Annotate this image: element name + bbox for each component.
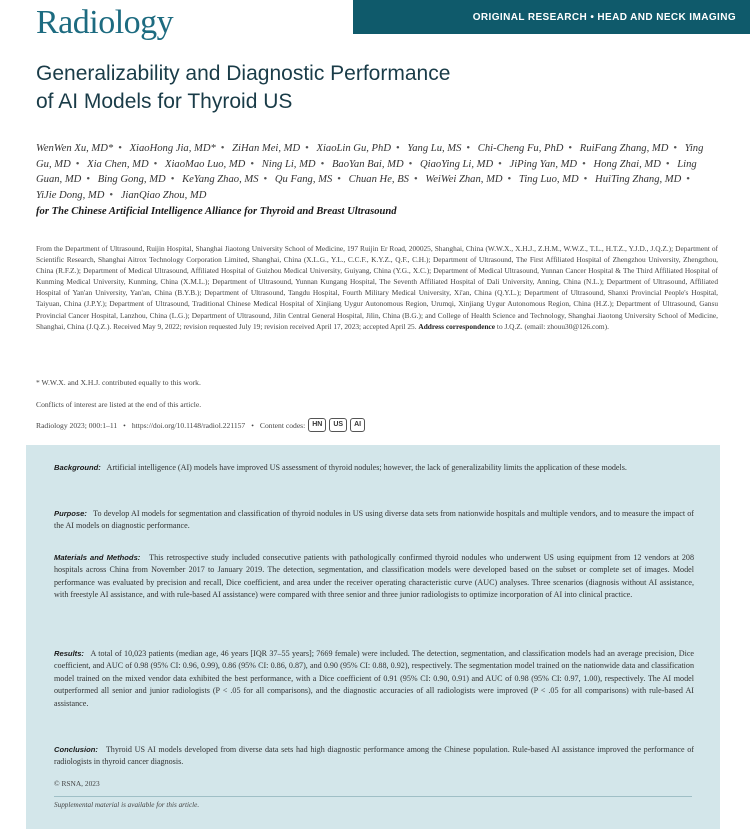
background-text: Artificial intelligence (AI) models have improved US assessment of thyroid nodules; however, the lack of generalizability limits the application of these models. — [106, 463, 627, 472]
abstract-results — [54, 648, 694, 710]
conflicts-note: Conflicts of interest are listed at the end of this article. — [36, 400, 202, 409]
author-name: BaoYan Bai, MD — [331, 158, 404, 170]
author-name: Yang Lu, MS — [407, 143, 462, 154]
abstract-methods — [54, 552, 694, 602]
author-separator: • — [305, 143, 309, 154]
author-name: Chuan He, BS — [348, 174, 409, 186]
author-separator: • — [673, 143, 678, 154]
bullet-separator: • — [251, 420, 254, 430]
citation: Radiology 2023; 000:1–11 — [36, 420, 118, 430]
correspondence-text: to J.Q.Z. (email: zhouu30@126.com). — [496, 321, 609, 331]
author-name: Ling Guan, MD — [36, 158, 697, 186]
author-name: ZiHan Mei, MD — [232, 143, 301, 154]
author-name: Bing Gong, MD — [97, 174, 166, 186]
affiliation-text: From the Department of Ultrasound, Ruijin Hospital, Shanghai Jiaotong University School of Medicine, 197 Ruijin Er Road, 200025, Shanghai, China (W.W.X., X.H.J., Z.H.M., W.W.Z., T.L., H.T.Z., Y.J.D., J.Q.Z.); Department of Scientific Research, Shanghai Aitrox Technology Corporation Limited, Shanghai, China (X.L.G., Y.L., C.C.F., K.Y.Z., Q.F., C.H.); Department of Ultrasound, The First Affiliated Hospital of Zhengzhou University, Zhengzhou, China (R.F.Z.); Department of Medical Ultrasound, Affiliated Hospital of Guizhou Medical University, Guiyang, China (Y.G., X.C.); Department of Medical Ultrasound, Yunnan Cancer Hospital & The Third Affiliated Hospital of Kunming Medical University, Kunming, China (X.M.L.); Department of Ultrasound, Yunnan Kungang Hospital, The Seventh Affiliated Hospital of Dali University, Anning, China (N.L.); Department of Ultrasound, Affiliated Hospital of Yan'an University, Yan'an, China (B.Y.B.); Department of Ultrasound, Tangdu Hospital, Fourth Military Medical University, Xi'an, China (Q.Y.L.); Department of Ultrasound, Shanxi Provincial People's Hospital, Taiyuan, China (J.P.Y.); Department of Ultrasound, Traditional Chinese Medical Hospital of Xinjiang Uygur Autonomous Region, Urumqi, Xinjiang Uygur Autonomous Region, China (H.Z.); Department of Ultrasound, Gansu Provincial Cancer Hospital, Lanzhou, China (L.G.); Department of Ultrasound, Jilin Central General Hospital, Jilin, China (B.G.); and College of Health Science and Technology, Shanghai Jiaotong University School of Medicine, Shanghai, China (J.Q.Z.). Received May 9, 2022; revision requested July 19; revision received April 17, 2023; accepted April 25. — [36, 244, 718, 331]
author-name: XiaoHong Jia, MD* — [129, 143, 216, 154]
author-name: Ying Gu, MD — [36, 143, 704, 170]
author-separator: • — [220, 143, 225, 154]
abstract-background — [54, 462, 694, 474]
author-name: HuiTing Zhang, MD — [595, 174, 682, 186]
content-codes — [305, 418, 365, 432]
author-name: Hong Zhai, MD — [593, 158, 661, 170]
methods-text: This retrospective study included consecutive patients with pathologically confirmed thyroid nodules who underwent US using equipment from 12 vendors at 208 hospitals across China from November 2017 to January 2019. The detection, segmentation, and classification models were developed based on the subset or complete set of images. Model performance was evaluated by precision and recall, Dice coefficient, and area under the receiver operating characteristic curve (AUC) analyses. Three scenarios (diagnosis without AI assistance, with freestyle AI assistance, and with rule-based AI assistance) were compared with three senior and three junior radiologists to optimize incorporation of AI into clinical practice. — [54, 553, 694, 600]
article-title — [36, 60, 596, 116]
author-name: XiaoLin Gu, PhD — [316, 143, 391, 154]
author-name: JianQiao Zhou, MD — [120, 190, 207, 202]
author-name: RuiFang Zhang, MD — [579, 143, 669, 154]
author-separator: • — [320, 158, 325, 170]
author-separator: • — [686, 174, 690, 186]
journal-name: Radiology — [36, 4, 174, 41]
author-separator: • — [582, 158, 586, 170]
author-separator: • — [583, 174, 588, 186]
author-separator: • — [413, 174, 418, 186]
author-separator: • — [395, 143, 400, 154]
results-heading: Results: — [54, 649, 84, 658]
author-name: WenWen Xu, MD* — [36, 143, 114, 154]
author-separator: • — [86, 174, 91, 186]
author-name: XiaoMao Luo, MD — [164, 158, 246, 170]
author-name: Ting Luo, MD — [518, 174, 579, 186]
bullet-separator: • — [123, 420, 126, 430]
doi-link[interactable]: https://doi.org/10.1148/radiol.221157 — [131, 420, 246, 430]
author-separator: • — [109, 190, 114, 202]
abstract-purpose — [54, 508, 694, 533]
author-name: JiPing Yan, MD — [509, 158, 578, 170]
results-text: A total of 10,023 patients (median age, 46 years [IQR 37–55 years]; 7669 female) were included. The detection, segmentation, and classification models had an average precision, Dice coefficient, and AUC of 0.98 (95% CI: 0.96, 0.99), 0.86 (95% CI: 0.86, 0.87), and 0.90 (95% CI: 0.88, 0.92), respectively. The segmentation model trained on the nationwide data and classification model trained on the mixed vendor data exhibited the best performance, with a Dice coefficient of 0.91 (95% CI: 0.90, 0.91) and AUC of 0.98 (95% CI: 0.97, 1.00), respectively. The AI model outperformed all senior and junior radiologists (P < .05 for all comparisons), and the diagnostic accuracies of all radiologists were improved (P < .05 for all comparisons) with rule-based AI assistance. — [54, 649, 695, 708]
correspondence-label: Address correspondence — [418, 321, 496, 331]
supplemental-note: Supplemental material is available for this article. — [54, 801, 200, 809]
author-name: WeiWei Zhan, MD — [425, 174, 503, 186]
conclusion-text: Thyroid US AI models developed from diverse data sets had high diagnostic performance among the Chinese population. Rule-based AI assistance improved the performance of radiologists in thyroid cancer diagnosis. — [54, 745, 694, 767]
purpose-text: To develop AI models for segmentation and classification of thyroid nodules in US using diverse data sets from nationwide hospitals and multiple vendors, and to measure the impact of the AI models on diagnostic performance. — [54, 509, 694, 531]
purpose-heading: Purpose: — [54, 509, 87, 518]
author-separator: • — [568, 143, 573, 154]
title-line-1: Generalizability and Diagnostic Performance — [36, 62, 451, 85]
author-separator: • — [118, 143, 122, 154]
author-name: YiJie Dong, MD — [36, 190, 105, 202]
alliance-line: for The Chinese Artificial Intelligence Alliance for Thyroid and Breast Ultrasound — [36, 205, 397, 217]
author-separator: • — [153, 158, 158, 170]
citation-line — [36, 418, 365, 432]
author-name: QiaoYing Li, MD — [420, 158, 494, 170]
content-code-badge: US — [329, 418, 347, 432]
author-separator: • — [665, 158, 670, 170]
author-separator: • — [250, 158, 255, 170]
author-name: KeYang Zhao, MS — [182, 174, 259, 186]
abstract-box — [26, 445, 720, 829]
content-code-badge: HN — [308, 418, 326, 432]
content-codes-label: Content codes: — [259, 420, 306, 430]
author-name: Xia Chen, MD — [87, 158, 149, 170]
author-separator: • — [466, 143, 471, 154]
author-separator: • — [75, 158, 80, 170]
copyright: © RSNA, 2023 — [54, 779, 100, 788]
author-separator: • — [337, 174, 341, 186]
background-heading: Background: — [54, 463, 101, 472]
divider — [54, 796, 692, 797]
author-separator: • — [170, 174, 175, 186]
author-name: Qu Fang, MS — [274, 174, 333, 186]
author-name: Ning Li, MD — [261, 158, 316, 170]
affiliations — [36, 243, 718, 332]
author-list — [36, 141, 716, 220]
author-separator: • — [263, 174, 268, 186]
author-separator: • — [507, 174, 512, 186]
methods-heading: Materials and Methods: — [54, 553, 141, 562]
author-separator: • — [408, 158, 413, 170]
content-code-badge: AI — [350, 418, 365, 432]
author-separator: • — [498, 158, 502, 170]
author-name: Chi-Cheng Fu, PhD — [477, 143, 564, 154]
section-banner: ORIGINAL RESEARCH • HEAD AND NECK IMAGING — [353, 0, 750, 34]
abstract-conclusion — [54, 744, 694, 769]
equal-contribution-note: * W.W.X. and X.H.J. contributed equally to this work. — [36, 378, 201, 387]
title-line-2: of AI Models for Thyroid US — [36, 90, 293, 113]
conclusion-heading: Conclusion: — [54, 745, 98, 754]
